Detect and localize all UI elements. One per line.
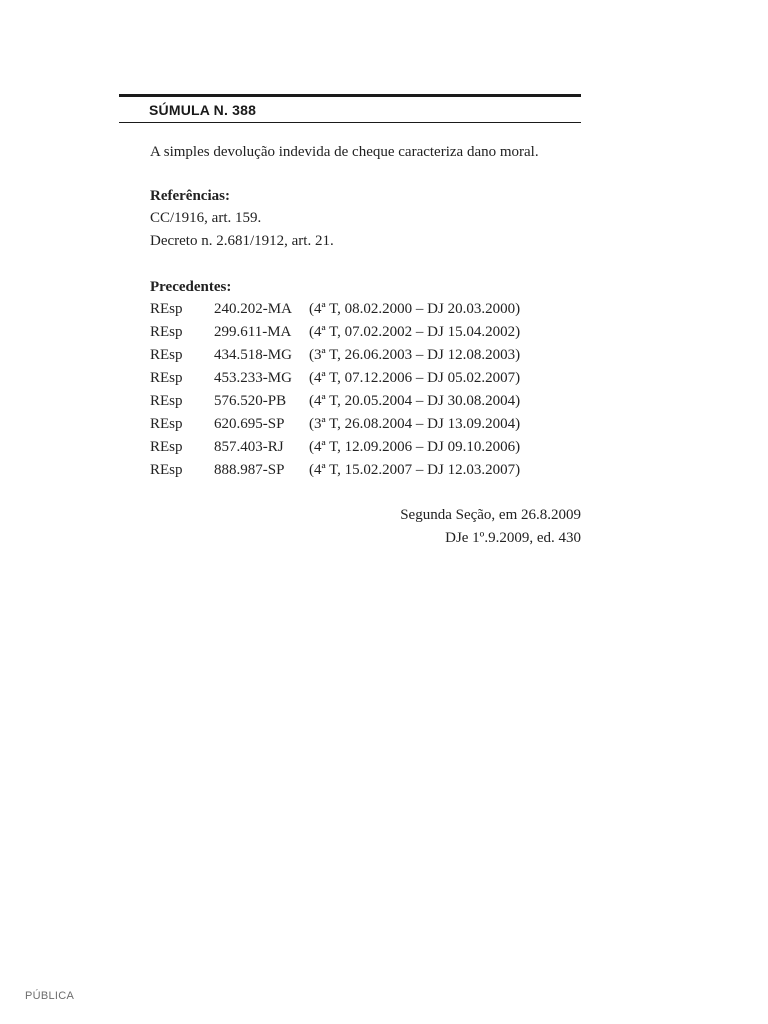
precedent-info: (4ª T, 12.09.2006 – DJ 09.10.2006) — [309, 439, 521, 455]
precedent-row — [150, 459, 581, 482]
precedent-row — [150, 321, 581, 344]
classification-label: PÚBLICA — [25, 990, 75, 1002]
heading-block — [119, 94, 581, 123]
precedent-row — [150, 344, 581, 367]
summary-statement: A simples devolução indevida de cheque caracteriza dano moral. — [150, 144, 539, 160]
page-title: SÚMULA N. 388 — [149, 102, 257, 118]
precedent-type: REsp — [150, 462, 183, 478]
precedents-title: Precedentes: — [150, 279, 232, 295]
heading-bottom-rule — [119, 122, 581, 123]
signoff-block — [300, 504, 581, 550]
precedent-type: REsp — [150, 393, 183, 409]
precedent-type: REsp — [150, 416, 183, 432]
signoff-publication-line: DJe 1º.9.2009, ed. 430 — [445, 530, 581, 546]
precedent-info: (4ª T, 15.02.2007 – DJ 12.03.2007) — [309, 462, 521, 478]
precedent-number: 888.987-SP — [214, 462, 285, 478]
references-title: Referências: — [150, 188, 230, 204]
precedent-type: REsp — [150, 301, 183, 317]
precedent-number: 453.233-MG — [214, 370, 292, 386]
precedent-row — [150, 390, 581, 413]
precedent-number: 620.695-SP — [214, 416, 285, 432]
precedent-info: (4ª T, 07.12.2006 – DJ 05.02.2007) — [309, 370, 521, 386]
reference-line: Decreto n. 2.681/1912, art. 21. — [150, 233, 334, 249]
heading-top-rule — [119, 94, 581, 97]
precedent-type: REsp — [150, 439, 183, 455]
precedent-row — [150, 413, 581, 436]
precedent-number: 576.520-PB — [214, 393, 287, 409]
precedent-row — [150, 367, 581, 390]
precedent-type: REsp — [150, 370, 183, 386]
precedent-number: 240.202-MA — [214, 301, 292, 317]
precedents-section — [150, 276, 581, 482]
precedent-row — [150, 298, 581, 321]
references-section — [150, 185, 581, 253]
precedent-row — [150, 436, 581, 459]
precedent-info: (4ª T, 07.02.2002 – DJ 15.04.2002) — [309, 324, 521, 340]
precedent-info: (3ª T, 26.08.2004 – DJ 13.09.2004) — [309, 416, 521, 432]
signoff-session-line: Segunda Seção, em 26.8.2009 — [400, 507, 581, 523]
precedent-info: (4ª T, 20.05.2004 – DJ 30.08.2004) — [309, 393, 521, 409]
precedent-info: (4ª T, 08.02.2000 – DJ 20.03.2000) — [309, 301, 521, 317]
precedent-type: REsp — [150, 347, 183, 363]
precedent-number: 299.611-MA — [214, 324, 292, 340]
precedent-number: 434.518-MG — [214, 347, 292, 363]
precedent-info: (3ª T, 26.06.2003 – DJ 12.08.2003) — [309, 347, 521, 363]
reference-line: CC/1916, art. 159. — [150, 210, 262, 226]
precedent-number: 857.403-RJ — [214, 439, 284, 455]
precedent-type: REsp — [150, 324, 183, 340]
